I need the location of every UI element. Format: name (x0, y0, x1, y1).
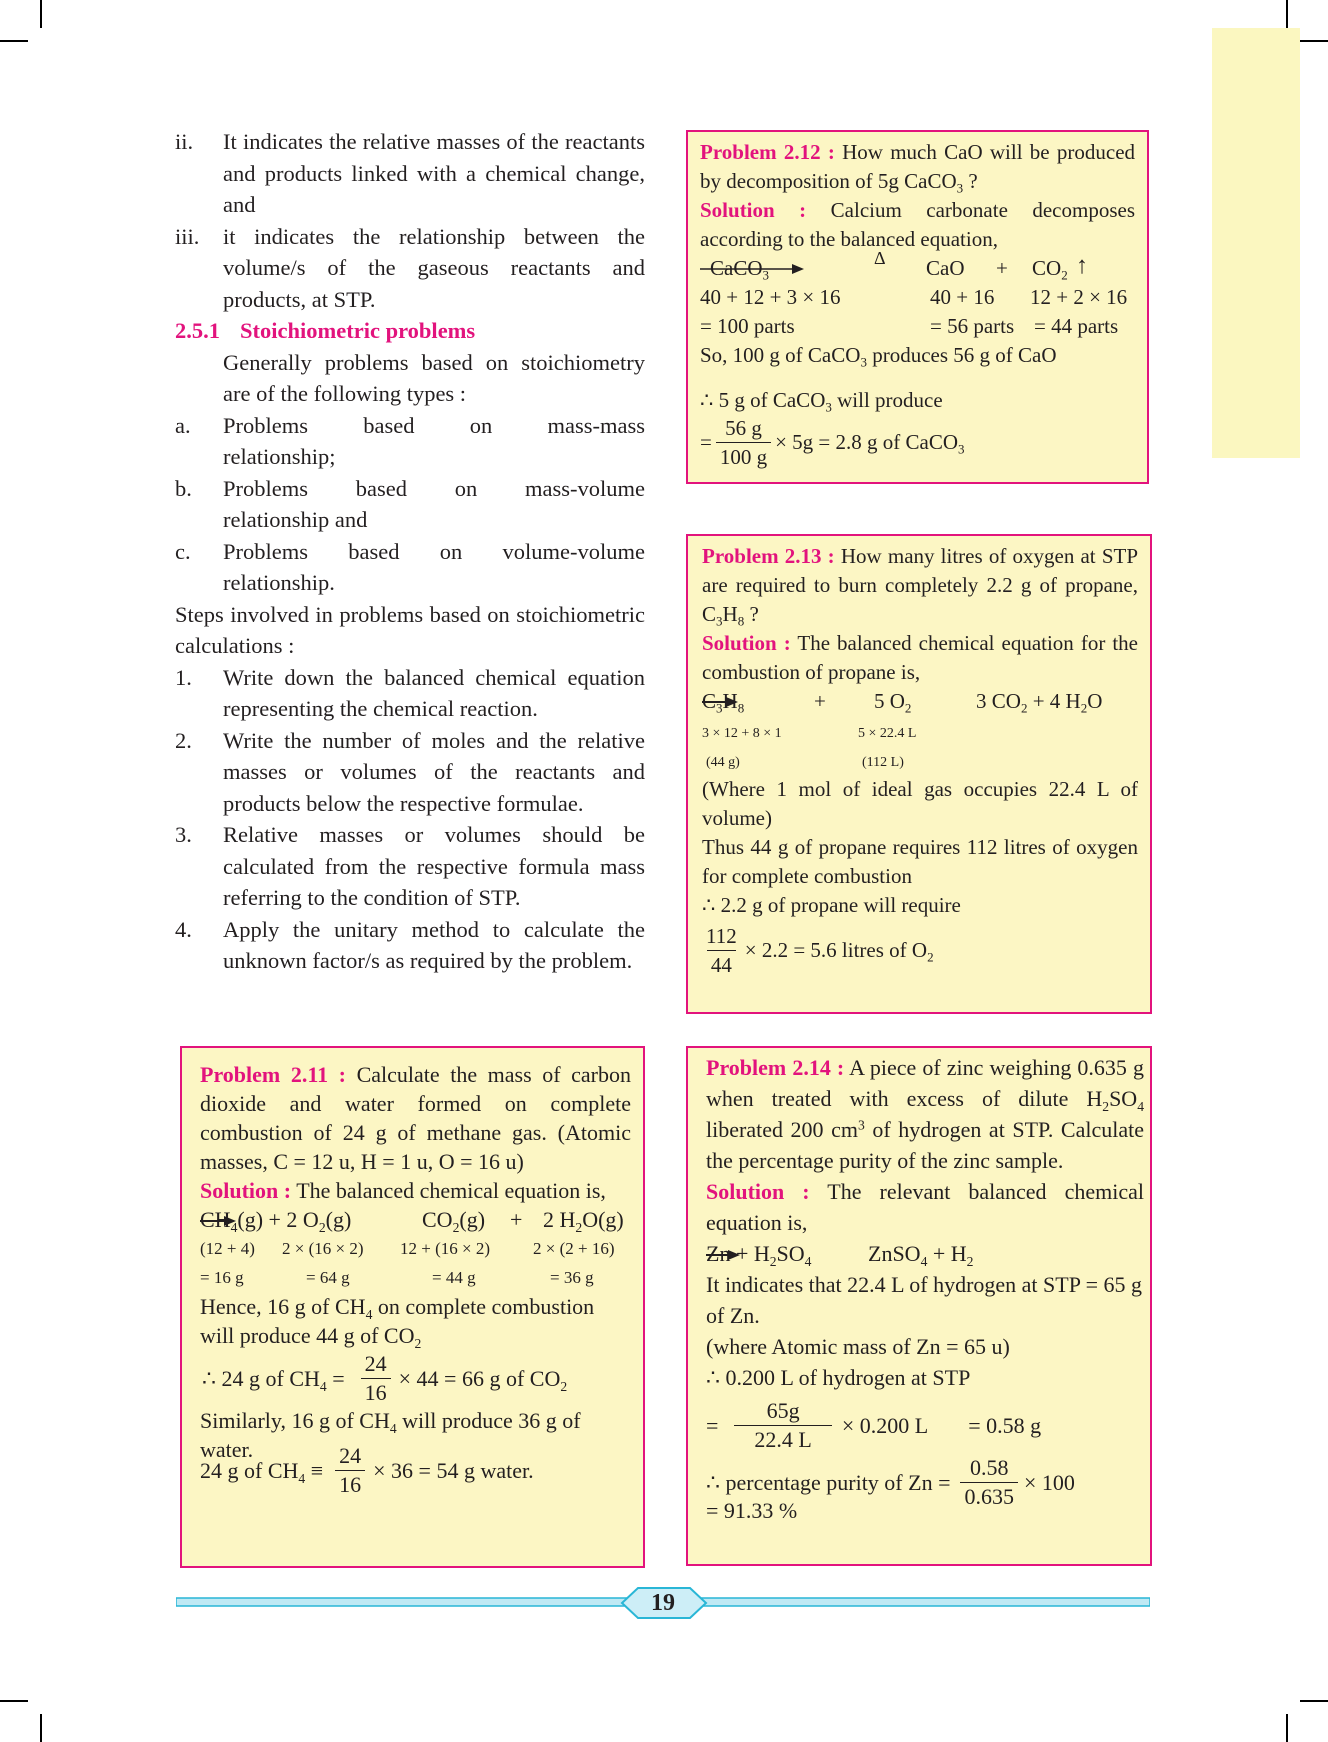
list-text: Problems based on mass-volume (223, 475, 645, 501)
section-heading (175, 315, 645, 347)
crop-mark (0, 40, 28, 42)
therefore-text: ∴ 5 g of CaCO$_3$ will produce (700, 388, 943, 415)
calc-line: = $\frac{56 g}{100 g}$ × 5g = 2.8 g of CaCO$_3$ (700, 415, 965, 469)
solution-label: Solution : (200, 1178, 292, 1203)
calc-row: (12 + 4) 2 × (16 × 2) 12 + (16 × 2) 2 × (2 + 16) (200, 1239, 615, 1258)
therefore-text: ∴ 2.2 g of propane will require (702, 893, 961, 917)
list-marker: a. (175, 412, 191, 438)
calc-line: ∴ 24 g of $CH_4$ = $\frac{24}{16}$ × 44 = 66 g of $CO_2$ (202, 1350, 568, 1405)
list-item (175, 126, 645, 221)
problem-question: How many litres of oxygen at STP are required to burn completely 2.2 g of propane, $C_3H_8$ ? (702, 544, 1139, 629)
calc-row: 3 × 12 + 8 × 1 5 × 22.4 L (702, 726, 917, 741)
list-text: relationship. (223, 570, 335, 595)
list-marker: ii. (175, 129, 194, 154)
side-tab (1212, 28, 1300, 458)
crop-mark (40, 0, 42, 28)
list-item (175, 221, 645, 316)
chemical-equation: $C_3H_8$ + 5 $O_2$ 3 $CO_2 + 4$ $H_2O$ (702, 689, 1103, 716)
section-title: Stoichiometric problems (240, 318, 476, 343)
problem-title: Problem 2.14 : (706, 1055, 845, 1080)
fraction: $\frac{24}{16}$ (335, 1442, 365, 1499)
list-marker: 3. (175, 822, 192, 847)
problem-question: Calculate the mass of carbon dioxide and water formed on complete combustion of 24 g of methane gas. (Atomic masses, C = 12 u, H = 1 u, O = 16 u) (200, 1062, 631, 1174)
list-item (175, 662, 645, 725)
list-text: Apply the unitary method to calculate the unknown factor/s as required by the problem. (223, 916, 645, 973)
calc-line: 24 g of $CH_4$ ≡ $\frac{24}{16}$ × 36 = 54 g water. (200, 1442, 534, 1497)
purity-line: ∴ percentage purity of Zn = $\frac{0.58}{0.635}$ × 100 (706, 1454, 1075, 1509)
calc-row: (44 g) (112 L) (706, 755, 904, 770)
list-marker: 2. (175, 727, 192, 753)
mass-row: 40 + 12 + 3 × 16 40 + 16 12 + 2 × 16 (700, 285, 1128, 309)
list-text: It indicates the relative masses of the reactants and products linked with a chemical change, and (223, 129, 645, 217)
calc-row: = 16 g = 64 g = 44 g = 36 g (200, 1268, 594, 1287)
list-text: Problems based on mass-mass (223, 412, 645, 438)
delta-symbol: Δ (874, 248, 886, 268)
intro-paragraph: Generally problems based on stoichiometry are of the following types : (223, 349, 645, 406)
list-marker: b. (175, 475, 192, 501)
solution-label: Solution : (706, 1179, 810, 1204)
thus-text: Thus 44 g of propane requires 112 litres of oxygen for complete combustion (702, 835, 1138, 888)
fraction: $\frac{0.58}{0.635}$ (960, 1454, 1018, 1511)
problem-2-13-box (686, 534, 1152, 1014)
list-item (175, 725, 645, 820)
list-text: Problems based on volume-volume (223, 538, 645, 564)
crop-mark (1286, 1714, 1288, 1742)
calc-line: $\frac{112}{44}$ × 2.2 = 5.6 litres of $O_2$ (702, 920, 1138, 980)
left-column (175, 126, 645, 977)
fraction: $\frac{112}{44}$ (706, 923, 737, 977)
list-text: Write the number of moles and the relative masses or volumes of the reactants and products below the respective formulae. (223, 727, 645, 816)
solution-label: Solution : (702, 631, 791, 655)
list-item (175, 473, 645, 536)
list-text: it indicates the relationship between the volume/s of the gaseous reactants and products, at STP. (223, 223, 645, 312)
list-marker: c. (175, 538, 191, 564)
list-item (175, 536, 645, 599)
list-text: relationship; (223, 444, 336, 469)
solution-text: Calcium carbonate decomposes according to the balanced equation, (700, 198, 1136, 251)
list-marker: 1. (175, 664, 192, 690)
solution-text: The relevant balanced chemical equation is, (706, 1179, 1144, 1235)
where-text: (Where 1 mol of ideal gas occupies 22.4 L of volume) (702, 777, 1138, 830)
problem-2-12-box (686, 130, 1149, 484)
list-text: relationship and (223, 507, 368, 532)
problem-2-14-box (686, 1046, 1152, 1566)
so-text: So, 100 g of CaCO$_3$ produces 56 g of CaO (700, 343, 1057, 370)
chemical-equation: $Zn + H_2SO_4$ ZnSO$_4$ + $H_2$ (706, 1241, 974, 1269)
therefore-text: ∴ 0.200 L of hydrogen at STP (706, 1365, 971, 1390)
indicates-text: It indicates that 22.4 L of hydrogen at STP = 65 g of Zn. (706, 1272, 1143, 1328)
fraction: $\frac{65g}{22.4 L}$ (734, 1397, 831, 1454)
solution-label: Solution : (700, 198, 807, 222)
fraction: $\frac{56 g}{100 g}$ (716, 414, 771, 471)
problem-title: Problem 2.12 : (700, 140, 835, 164)
page-number: 19 (651, 1590, 675, 1616)
list-text: Write down the balanced chemical equation representing the chemical reaction. (223, 664, 645, 721)
section-number: 2.5.1 (175, 318, 220, 343)
crop-mark (1300, 40, 1328, 42)
list-item (175, 410, 645, 473)
p213-result-tail (700, 958, 1140, 987)
solution-text: The balanced chemical equation is, (296, 1178, 606, 1203)
similar-text: Similarly, 16 g of $CH_4$ will produce 36 g of water. (200, 1408, 581, 1462)
hence-text: Hence, 16 g of $CH_4$ on complete combustion will produce 44 g of $CO_2$ (200, 1294, 595, 1351)
problem-question: A piece of zinc weighing 0.635 g when treated with excess of dilute $H_2SO_4$ liberated 200 $cm^3$ of hydrogen at STP. Calculate the percentage purity of the zinc sample. (706, 1055, 1144, 1173)
up-arrow-icon: ↑ (1076, 253, 1088, 279)
crop-mark (40, 1714, 42, 1742)
crop-mark (1286, 0, 1288, 28)
list-item (175, 914, 645, 977)
mass-row: = 100 parts = 56 parts = 44 parts (700, 314, 1119, 338)
steps-intro: Steps involved in problems based on stoichiometric calculations : (175, 601, 645, 658)
final-result: = 91.33 % (706, 1498, 798, 1523)
list-marker: iii. (175, 223, 200, 249)
list-item (175, 819, 645, 914)
problem-question: How much CaO will be produced by decomposition of 5g CaCO$_3$ ? (700, 140, 1136, 196)
list-marker: 4. (175, 916, 192, 942)
chemical-equation: CaCO$_3$ Δ CaO + $CO_2$ ↑ (700, 254, 1135, 283)
chemical-equation: $CH_4(g) + 2$ $O_2(g)$ $CO_2(g)$ + 2 $H_2O(g)$ (200, 1207, 624, 1235)
solution-text: The balanced chemical equation for the combustion of propane is, (702, 631, 1138, 684)
problem-2-11-box (180, 1046, 645, 1568)
list-text: Relative masses or volumes should be calculated from the respective formula mass referring to the condition of STP. (223, 822, 645, 910)
where-text: (where Atomic mass of Zn = 65 u) (706, 1334, 1010, 1359)
problem-title: Problem 2.13 : (702, 544, 835, 568)
crop-mark (0, 1700, 28, 1702)
fraction: $\frac{24}{16}$ (361, 1350, 391, 1407)
problem-title: Problem 2.11 : (200, 1062, 346, 1087)
calc-line: = $\frac{65g}{22.4 L}$ × 0.200 L = 0.58 g (706, 1397, 1042, 1452)
crop-mark (1300, 1700, 1328, 1702)
